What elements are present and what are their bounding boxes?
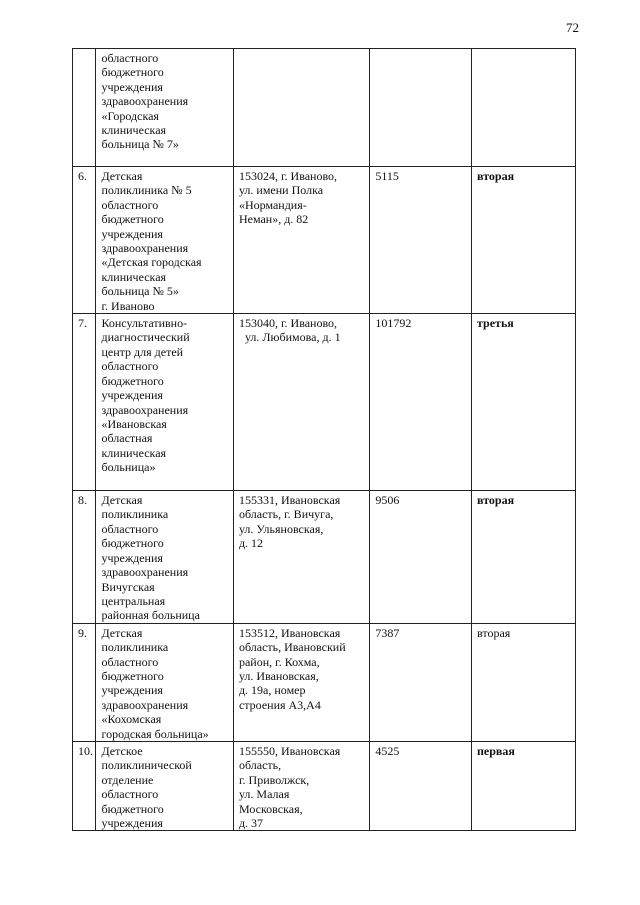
facility-code-text: 5115 (375, 169, 399, 183)
facility-name-line: поликлиника № 5 (101, 183, 192, 198)
facility-address-line: ул. Малая (238, 787, 290, 802)
facility-category-text: третья (477, 316, 514, 331)
facility-name-line: «Детская городская (101, 255, 202, 270)
table-row (73, 49, 576, 167)
facility-name-line: бюджетного (101, 373, 164, 388)
facility-name-line: районная больница (101, 608, 200, 623)
facility-code (370, 741, 472, 830)
facility-name-line: областного (101, 521, 159, 536)
facility-name-line: учреждения (101, 683, 163, 698)
facility-address (233, 741, 369, 830)
facility-name-line: поликлиника (101, 507, 169, 522)
facility-category (472, 623, 576, 741)
facility-name-line: Детская (101, 625, 143, 640)
facility-name-line: поликлинической (101, 758, 192, 773)
table-row (73, 741, 576, 830)
facility-address-line: область, г. Вичуга, (238, 507, 334, 522)
facility-name (96, 491, 233, 624)
table-row (73, 491, 576, 624)
facility-name (96, 314, 233, 491)
facility-code (370, 314, 472, 491)
row-number (73, 49, 96, 167)
facility-name-line: больница № 7» (101, 137, 179, 152)
facility-name-line: бюджетного (101, 801, 164, 816)
facility-address-line: 155550, Ивановская (238, 743, 341, 758)
facility-category (472, 741, 576, 830)
facility-name (96, 167, 233, 314)
facility-code (370, 623, 472, 741)
facility-name-line: учреждения (101, 226, 163, 241)
facility-name-line: центр для детей (101, 344, 184, 359)
facility-name-line: учреждения (101, 816, 163, 830)
facility-address (233, 623, 369, 741)
facility-name-line: бюджетного (101, 212, 164, 227)
facility-address-line: 153512, Ивановская (238, 625, 341, 640)
facility-name-line: больница № 5» (101, 284, 179, 299)
facility-name (96, 623, 233, 741)
facility-name-line: здравоохранения (101, 697, 189, 712)
facility-name-line: учреждения (101, 388, 163, 403)
facility-address-line: д. 19а, номер (238, 683, 306, 698)
facility-name-line: Вичугская (101, 579, 155, 594)
row-number-text: 7. (78, 316, 87, 331)
row-number-text: 6. (78, 169, 87, 183)
facility-name-line: «Городская (101, 108, 159, 123)
facility-category (472, 49, 576, 167)
facility-name-line: клиническая (101, 269, 167, 284)
facility-category (472, 314, 576, 491)
medical-facilities-table (72, 48, 576, 831)
table-row (73, 623, 576, 741)
facility-name-line: здравоохранения (101, 241, 189, 256)
facility-name-line: областного (101, 654, 159, 669)
table-row (73, 314, 576, 491)
facility-category (472, 167, 576, 314)
facility-name-line: Детская (101, 493, 143, 508)
facility-address-line: 153040, г. Иваново, (238, 316, 338, 331)
facility-name-line: Детское (101, 743, 143, 758)
facility-name-line: больница» (101, 460, 156, 475)
facility-name-line: клиническая (101, 445, 167, 460)
facility-address-line: 155331, Ивановская (238, 493, 341, 508)
facility-name-line: областного (101, 51, 159, 65)
facility-name-line: здравоохранения (101, 402, 189, 417)
facility-category-text: вторая (477, 493, 515, 508)
facility-name-line: бюджетного (101, 536, 164, 551)
facility-code-text: 7387 (375, 625, 400, 640)
facility-address-line: ул. Ульяновская, (238, 521, 324, 536)
facility-category-text: первая (477, 743, 515, 758)
facility-name-line: центральная (101, 593, 166, 608)
row-number-text: 10. (78, 743, 93, 758)
facility-address-line: ул. Ивановская, (238, 668, 319, 683)
page-number: 72 (566, 20, 579, 35)
facility-name-line: «Кохомская (101, 712, 162, 727)
facility-name-line: клиническая (101, 123, 167, 138)
facility-name (96, 741, 233, 830)
row-number-text: 8. (78, 493, 87, 508)
facility-address-line: 153024, г. Иваново, (238, 169, 338, 183)
facility-address (233, 167, 369, 314)
facility-name-line: поликлиника (101, 640, 169, 655)
row-number (73, 741, 96, 830)
facility-name-line: городская больница» (101, 726, 209, 741)
facility-address-line: Неман», д. 82 (238, 212, 309, 227)
facility-address (233, 314, 369, 491)
facility-name-line: бюджетного (101, 668, 164, 683)
facility-code (370, 49, 472, 167)
facility-name-line: областного (101, 787, 159, 802)
facility-name-line: Детская (101, 169, 143, 183)
facility-name-line: учреждения (101, 550, 163, 565)
facility-address-line: ул. Любимова, д. 1 (244, 330, 341, 345)
facility-name-line: областного (101, 359, 159, 374)
facility-category (472, 491, 576, 624)
facility-address-line: район, г. Кохма, (238, 654, 320, 669)
facility-address-line: д. 12 (238, 536, 264, 551)
facility-name-line: областного (101, 197, 159, 212)
row-number (73, 623, 96, 741)
facility-category-text: вторая (477, 169, 515, 183)
facility-code-text: 101792 (375, 316, 412, 331)
facility-name-line: учреждения (101, 79, 163, 94)
facility-code-text: 4525 (375, 743, 400, 758)
facility-category-text: вторая (477, 625, 511, 640)
facility-address-line: Московская, (238, 801, 303, 816)
facility-code-text: 9506 (375, 493, 400, 508)
facility-name-line: областная (101, 431, 153, 446)
facility-address (233, 49, 369, 167)
row-number-text: 9. (78, 625, 87, 640)
facility-address-line: д. 37 (238, 816, 264, 830)
facility-name-line: Консультативно- (101, 316, 188, 331)
row-number (73, 167, 96, 314)
facility-name-line: отделение (101, 772, 154, 787)
table-row (73, 167, 576, 314)
facility-name-line: «Ивановская (101, 416, 167, 431)
facility-name-line: здравоохранения (101, 565, 189, 580)
facility-address-line: г. Приволжск, (238, 772, 310, 787)
facility-code (370, 167, 472, 314)
facility-address-line: строения А3,А4 (238, 697, 321, 712)
facility-address-line: область, Ивановский (238, 640, 346, 655)
facility-code (370, 491, 472, 624)
row-number (73, 314, 96, 491)
facility-name (96, 49, 233, 167)
facility-name-line: г. Иваново (101, 298, 155, 313)
facility-name-line: диагностический (101, 330, 190, 345)
facility-name-line: бюджетного (101, 65, 164, 80)
facility-address-line: область, (238, 758, 282, 773)
facility-address-line: «Нормандия- (238, 197, 307, 212)
row-number (73, 491, 96, 624)
facility-name-line: здравоохранения (101, 94, 189, 109)
facility-address-line: ул. имени Полка (238, 183, 324, 198)
facility-address (233, 491, 369, 624)
